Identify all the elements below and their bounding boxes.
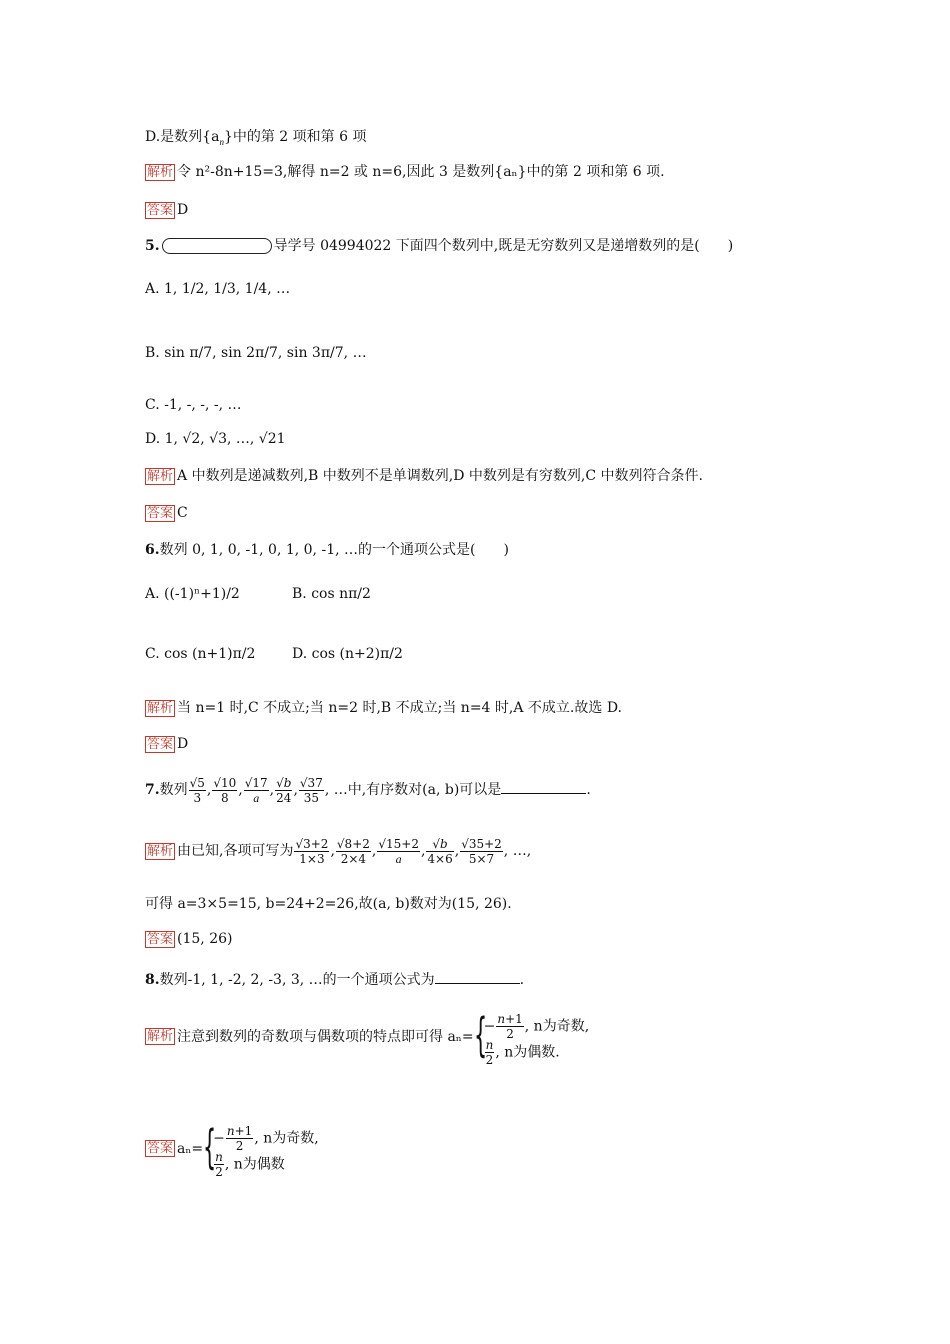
analysis-tag: 解析 bbox=[147, 1029, 174, 1044]
q6-option-b: B. cos nπ/2 bbox=[292, 586, 371, 602]
q6-option-a: A. ((-1)ⁿ+1)/2 bbox=[145, 586, 240, 602]
q7-analysis: 解析 由已知,各项可写为 $\frac{√3+2}{1\times 3}$ , $\frac{√8+2}{2\times 4}$ , $\frac{√15+2}{a}$ , $\frac{√b}{4\times 6}$ , $\frac{√35+2}{5\times 7}$ , …, bbox=[147, 836, 532, 866]
q5-stem: 5. 导学号 04994022 下面四个数列中,既是无穷数列又是递增数列的是( ) bbox=[145, 238, 734, 254]
q7-answer: 答案 (15, 26) bbox=[147, 931, 233, 947]
q5-option-d: D. 1, √2, √3, …, √21 bbox=[145, 431, 286, 447]
q8-answer: 答案 aₙ= { − $\frac{n+1}{2}$ , n为奇数, $\frac{n}{2}$ , n为偶数 bbox=[147, 1120, 319, 1179]
q5-option-b: B. sin π/7, sin 2π/7, sin 3π/7, … bbox=[145, 345, 367, 361]
q5-option-a: A. 1, 1/2, 1/3, 1/4, … bbox=[145, 281, 291, 297]
q4-answer: 答案 D bbox=[147, 202, 189, 218]
q6-option-c: C. cos (n+1)π/2 bbox=[145, 646, 256, 662]
q8-analysis: 解析 注意到数列的奇数项与偶数项的特点即可得 aₙ= { − $\frac{n+1}{2}$ , n为奇数, $\frac{n}{2}$ , n为偶数. bbox=[147, 1008, 590, 1067]
q4-analysis: 解析 令 n²-8n+15=3,解得 n=2 或 n=6,因此 3 是数列{aₙ}中的第 2 项和第 6 项. bbox=[147, 164, 665, 180]
q6-answer: 答案 D bbox=[147, 736, 189, 752]
analysis-tag: 解析 bbox=[147, 469, 174, 484]
q4-option-d: D.是数列$\{a_n\}$中的第 2 项和第 6 项 bbox=[145, 129, 367, 147]
guide-number-badge bbox=[162, 238, 272, 254]
q5-option-c: C. -1, -, -, -, … bbox=[145, 397, 242, 413]
q6-analysis: 解析 当 n=1 时,C 不成立;当 n=2 时,B 不成立;当 n=4 时,A 不成立.故选 D. bbox=[147, 700, 622, 716]
answer-tag: 答案 bbox=[147, 506, 174, 521]
analysis-tag: 解析 bbox=[147, 844, 174, 859]
answer-tag: 答案 bbox=[147, 932, 174, 947]
q8-stem: 8.数列-1, 1, -2, 2, -3, 3, …的一个通项公式为 . bbox=[145, 972, 525, 988]
analysis-tag: 解析 bbox=[147, 165, 174, 180]
answer-tag: 答案 bbox=[147, 737, 174, 752]
q6-stem: 6.数列 0, 1, 0, -1, 0, 1, 0, -1, …的一个通项公式是( ) bbox=[145, 542, 509, 558]
answer-tag: 答案 bbox=[147, 1141, 174, 1156]
analysis-tag: 解析 bbox=[147, 701, 174, 716]
q7-analysis-line2: 可得 a=3×5=15, b=24+2=26,故(a, b)数对为(15, 26). bbox=[145, 896, 512, 912]
q5-analysis: 解析 A 中数列是递减数列,B 中数列不是单调数列,D 中数列是有穷数列,C 中数列符合条件. bbox=[147, 468, 703, 484]
piecewise-formula: { − $\frac{n+1}{2}$ , n为奇数, $\frac{n}{2}$ , n为偶数. bbox=[473, 1008, 590, 1067]
answer-blank bbox=[435, 970, 520, 984]
q6-option-d: D. cos (n+2)π/2 bbox=[292, 646, 403, 662]
piecewise-formula: { − $\frac{n+1}{2}$ , n为奇数, $\frac{n}{2}$ , n为偶数 bbox=[203, 1120, 319, 1179]
q5-answer: 答案 C bbox=[147, 505, 188, 521]
answer-blank bbox=[501, 780, 586, 794]
answer-tag: 答案 bbox=[147, 203, 174, 218]
q7-stem: 7.数列 $\frac{√5}{3}$ , $\frac{√10}{8}$ , $\frac{√17}{a}$ , $\frac{√b}{24}$ , $\frac{√37}{35}$ , …中,有序数对(a, b)可以是 . bbox=[145, 775, 591, 805]
